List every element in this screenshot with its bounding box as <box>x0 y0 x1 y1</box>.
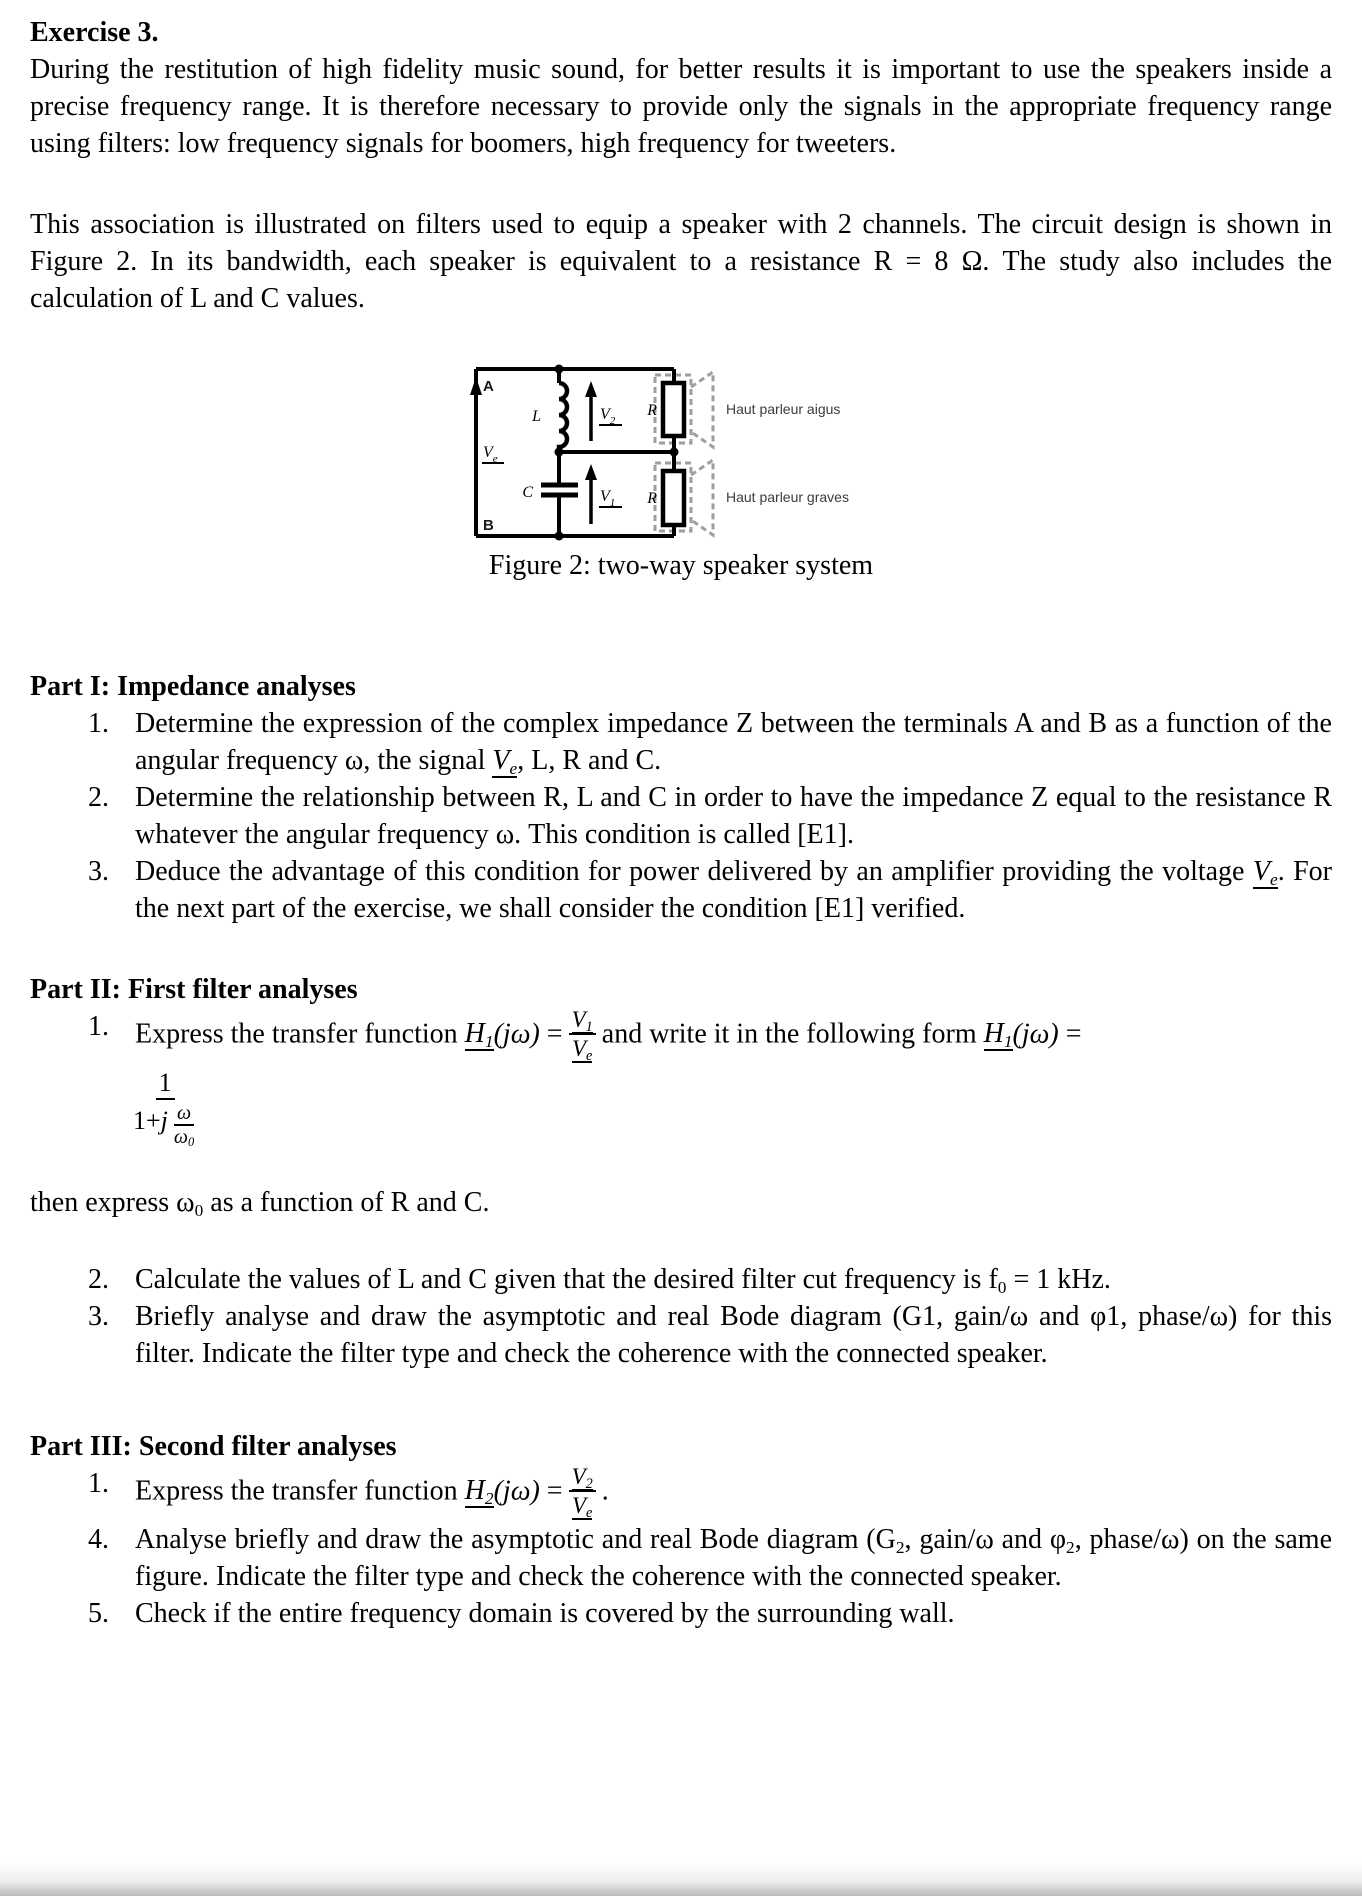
circuit-wires <box>476 369 674 536</box>
then-express-line <box>30 1184 1332 1221</box>
exercise-title: Exercise 3. <box>30 17 159 48</box>
junction-dot <box>555 365 564 374</box>
ve-symbol <box>572 1036 592 1063</box>
text-run: (jω) <box>493 1475 540 1507</box>
part3-item-5 <box>30 1595 1332 1632</box>
text-run: H <box>983 1018 1004 1050</box>
equals-sign: = <box>546 1475 563 1507</box>
fraction-denominator <box>171 1126 197 1148</box>
item-text <box>135 1008 1332 1064</box>
j-symbol: j <box>160 1105 168 1135</box>
part2-item-3 <box>30 1298 1332 1372</box>
subscript: 0 <box>194 1200 204 1220</box>
subscript: 2 <box>895 1537 905 1557</box>
subscript: e <box>509 758 518 778</box>
h1-symbol <box>984 1018 1013 1051</box>
inductor-symbol <box>559 383 567 452</box>
fraction-1-over-1-plus-j-omega <box>130 1068 200 1150</box>
junction-dot <box>670 448 679 457</box>
text-run: (jω) <box>493 1018 540 1050</box>
v1-arrowhead <box>585 464 597 480</box>
v2-label: $V_2$ <box>600 406 616 427</box>
ve-symbol <box>492 745 517 778</box>
text-run: ω <box>173 1126 189 1148</box>
item-number: 4. <box>88 1524 109 1555</box>
part1-heading: Part I: Impedance analyses <box>30 671 356 702</box>
part3-item-1 <box>30 1465 1332 1521</box>
part1-item-3 <box>30 853 1332 927</box>
text-run: (jω) <box>1012 1018 1059 1050</box>
fraction-omega-over-omega0 <box>171 1102 197 1148</box>
text-run: . <box>601 1475 609 1507</box>
junction-dot <box>555 448 564 457</box>
fraction-v1-over-ve <box>569 1006 596 1062</box>
item-number: 2. <box>88 1264 109 1295</box>
ve-arrowhead <box>470 377 482 395</box>
resistor-bottom-label: R <box>647 490 657 507</box>
resistor-bottom-symbol <box>663 471 684 525</box>
text-run: and write it in the following form <box>601 1018 984 1050</box>
text-run: V <box>571 1036 587 1061</box>
subscript: 0 <box>997 1277 1007 1297</box>
equals-sign: = <box>1065 1018 1082 1050</box>
text-run: then express ω <box>30 1187 195 1218</box>
item-text <box>135 1521 1332 1595</box>
h1-symbol <box>465 1018 494 1051</box>
text-run: H <box>464 1018 485 1050</box>
transfer-function-form <box>130 1068 1332 1150</box>
fraction-denominator <box>569 1492 595 1519</box>
inductor-label: L <box>532 408 541 425</box>
text-run: as a function of R and C. <box>203 1187 490 1218</box>
subscript: 1 <box>585 1018 593 1035</box>
text-run: V <box>571 1464 586 1489</box>
v1-symbol <box>572 1007 593 1034</box>
v2-symbol <box>572 1464 593 1491</box>
item-text <box>135 1465 1332 1521</box>
subscript: 1 <box>484 1032 494 1052</box>
item-number: 1. <box>88 1468 109 1499</box>
item-number: 2. <box>88 782 109 813</box>
v1-label: $V_1$ <box>600 488 616 509</box>
ve-label: $V_e$ <box>483 444 498 465</box>
intro-paragraph-1: During the restitution of high fidelity music sound, for better results it is important to use the speakers inside a precise frequency range. It is therefore necessary to provide only the signals in the appropriate frequency range using filters: low frequency signals for boomers, high frequency for tweeters. <box>30 54 1332 159</box>
tweeter-label: Haut parleur aigus <box>726 401 841 417</box>
intro-paragraph-2: This association is illustrated on filters used to equip a speaker with 2 channels. The circuit design is shown in Figure 2. In its bandwidth, each speaker is equivalent to a resistance R = 8 Ω. The study also includes the calculation of L and C values. <box>30 209 1332 314</box>
text-run: Deduce the advantage of this condition for power delivered by an amplifier providing the voltage <box>135 856 1253 887</box>
fraction-numerator: ω <box>174 1102 194 1126</box>
v2-arrowhead <box>585 381 597 397</box>
resistor-top-symbol <box>663 383 684 436</box>
fraction-denominator <box>130 1100 200 1150</box>
terminal-a-label: A <box>483 378 494 395</box>
text-run: Calculate the values of L and C given that the desired filter cut frequency is f <box>135 1264 998 1295</box>
text-run: Analyse briefly and draw the asymptotic and real Bode diagram (G <box>135 1524 896 1555</box>
resistor-top-label: R <box>647 402 657 419</box>
terminal-b-label: B <box>483 517 494 534</box>
item-text <box>135 705 1332 779</box>
subscript: e <box>586 1047 593 1064</box>
fraction-numerator <box>569 1463 596 1492</box>
subscript: e <box>586 1504 593 1521</box>
h2-symbol <box>465 1475 494 1508</box>
text-run: V <box>571 1007 586 1032</box>
item-text <box>135 853 1332 927</box>
text-run: V <box>1252 856 1270 887</box>
capacitor-label: C <box>522 484 533 501</box>
text-run: V <box>492 745 510 776</box>
fraction-v2-over-ve <box>569 1463 596 1519</box>
part1-item-1 <box>30 705 1332 779</box>
text-run: . For the next part of the exercise, we shall consider the condition [E1] verified. <box>135 856 1332 924</box>
text-run: H <box>464 1475 485 1507</box>
item-text <box>135 1261 1332 1298</box>
fraction-denominator <box>569 1035 595 1062</box>
subscript: 0 <box>188 1135 195 1150</box>
tweeter-cone-icon <box>691 372 713 447</box>
text-run: 1+ <box>133 1105 161 1135</box>
part3-heading: Part III: Second filter analyses <box>30 1431 397 1462</box>
item-number: 5. <box>88 1598 109 1629</box>
item-number: 1. <box>88 1011 109 1042</box>
part2-heading: Part II: First filter analyses <box>30 974 358 1005</box>
fraction-numerator <box>569 1006 596 1035</box>
subscript: 2 <box>1066 1537 1075 1557</box>
subscript: 2 <box>585 1475 593 1492</box>
ve-symbol <box>572 1493 592 1520</box>
part3-item-4 <box>30 1521 1332 1595</box>
item-text: Check if the entire frequency domain is covered by the surrounding wall. <box>135 1598 955 1629</box>
text-run: Determine the expression of the complex impedance Z between the terminals A and B as a function of the angular frequency ω, the signal <box>135 708 1332 776</box>
woofer-label: Haut parleur graves <box>726 489 849 505</box>
text-run: , phase/ω) on the same figure. Indicate the filter type and check the coherence with the connected speaker. <box>135 1524 1332 1592</box>
text-run: Express the transfer function <box>135 1475 465 1507</box>
subscript: e <box>1269 869 1278 889</box>
item-number: 1. <box>88 708 109 739</box>
figure-caption: Figure 2: two-way speaker system <box>488 550 874 581</box>
circuit-diagram <box>441 353 921 553</box>
part1-item-2 <box>30 779 1332 853</box>
text-run: Express the transfer function <box>135 1018 465 1050</box>
woofer-cone-icon <box>691 460 713 535</box>
item-text: Briefly analyse and draw the asymptotic and real Bode diagram (G1, gain/ω and φ1, phase/ω) for this filter. Indicate the filter type and check the coherence with the connected speaker. <box>135 1301 1332 1369</box>
item-number: 3. <box>88 856 109 887</box>
subscript: 1 <box>1003 1032 1013 1052</box>
text-run: , gain/ω and φ <box>904 1524 1066 1555</box>
subscript: 2 <box>484 1489 494 1509</box>
figure-2 <box>30 353 1332 584</box>
text-run: , L, R and C. <box>517 745 662 776</box>
equals-sign: = <box>546 1018 563 1050</box>
part2-item-1 <box>30 1008 1332 1064</box>
ve-symbol <box>1253 856 1278 889</box>
item-number: 3. <box>88 1301 109 1332</box>
item-text: Determine the relationship between R, L and C in order to have the impedance Z equal to the resistance R whatever the angular frequency ω. This condition is called [E1]. <box>135 782 1332 850</box>
part2-item-2 <box>30 1261 1332 1298</box>
fraction-numerator: 1 <box>156 1068 175 1100</box>
text-run: V <box>571 1493 587 1518</box>
text-run: = 1 kHz. <box>1006 1264 1111 1295</box>
page-bottom-shadow <box>0 1862 1362 1896</box>
junction-dot <box>555 532 564 541</box>
